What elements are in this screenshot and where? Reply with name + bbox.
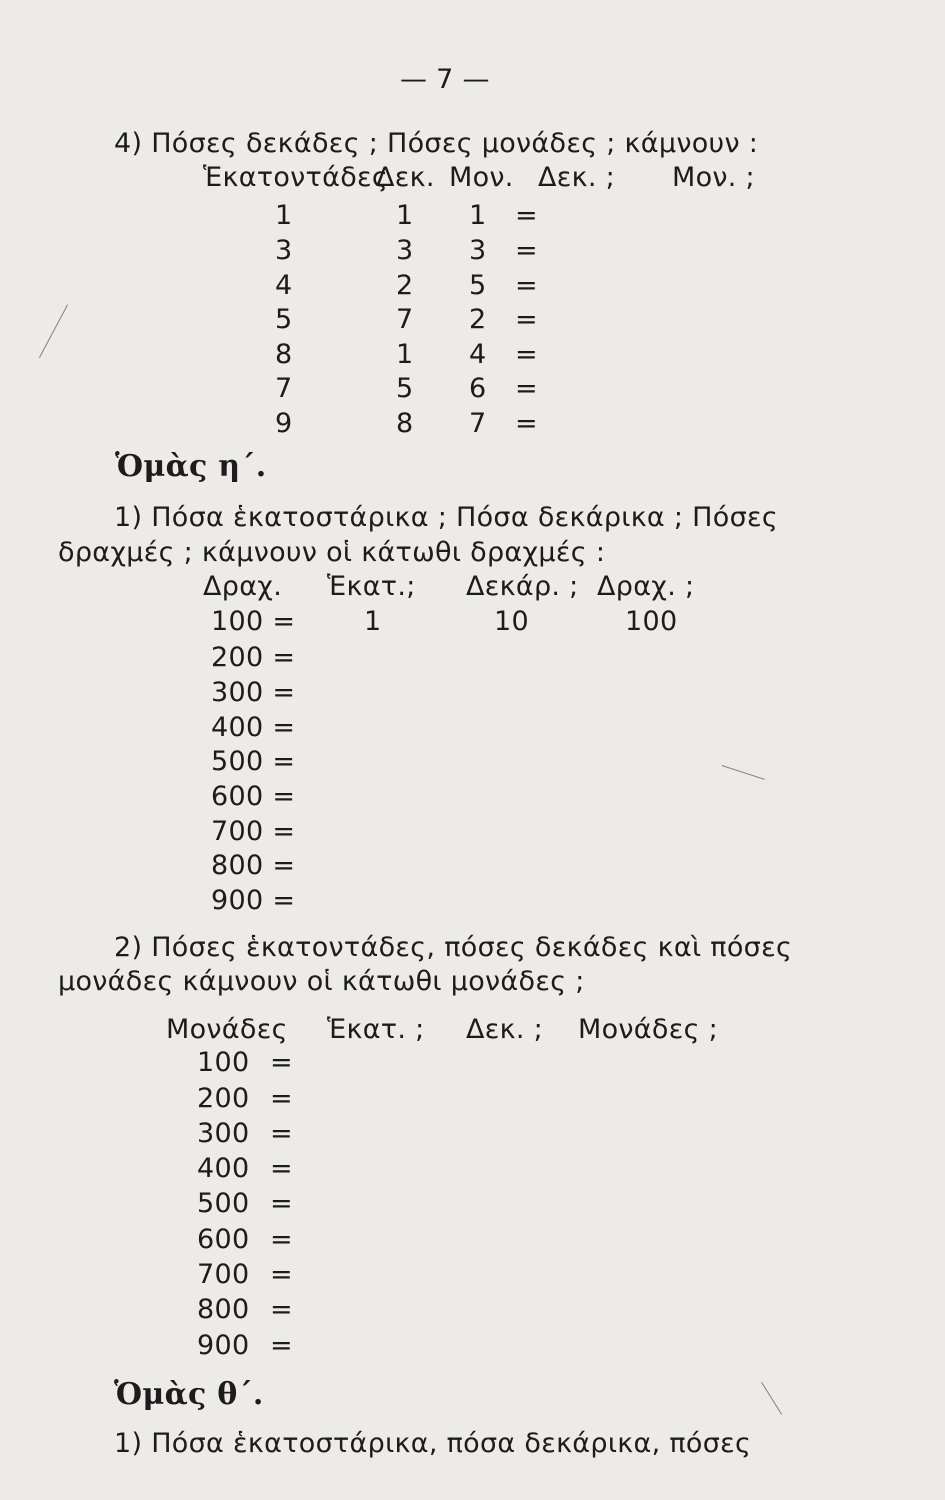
ex4-cell-equals: = [515, 408, 538, 439]
eta-ex2-value: 600 [197, 1224, 250, 1255]
eta-ex2-equals: = [270, 1330, 293, 1361]
eta-ex1-line2: δραχμές ; κάμνουν οἱ κάτωθι δραχμές : [58, 537, 606, 568]
table-row: 600 = [211, 781, 296, 812]
eta-ex1-drach: 100 [625, 606, 678, 637]
ex4-header-mon-q: Μον. ; [672, 162, 755, 193]
eta-ex1-header-drach-q: Δραχ. ; [597, 571, 695, 602]
eta-ex2-value: 200 [197, 1083, 250, 1114]
ex4-header-mon: Μον. [449, 162, 514, 193]
group-eta-heading: Ὁμὰς η΄. [115, 449, 267, 484]
eta-ex2-line1: 2) Πόσες ἑκατοντάδες, πόσες δεκάδες καὶ πόσες [114, 932, 793, 963]
ex4-cell-hundreds: 5 [275, 304, 293, 335]
eta-ex1-value: 100 = [211, 606, 296, 637]
ex4-header-ekatontades: Ἑκατοντάδες [203, 162, 389, 193]
eta-ex2-equals: = [270, 1083, 293, 1114]
eta-ex2-value: 900 [197, 1330, 250, 1361]
eta-ex1-header-dekar: Δεκάρ. ; [466, 571, 579, 602]
ex4-cell-units: 7 [469, 408, 487, 439]
eta-ex1-ekat: 1 [364, 606, 382, 637]
eta-ex2-value: 700 [197, 1259, 250, 1290]
eta-ex1-line1: 1) Πόσα ἑκατοστάρικα ; Πόσα δεκάρικα ; Πόσες [114, 502, 779, 533]
theta-ex1-line1: 1) Πόσα ἑκατοστάρικα, πόσα δεκάρικα, πόσες [114, 1428, 752, 1459]
eta-ex2-equals: = [270, 1294, 293, 1325]
ex4-cell-equals: = [515, 235, 538, 266]
eta-ex2-header-dek: Δεκ. ; [466, 1014, 544, 1045]
scan-mark [761, 1382, 782, 1415]
ex4-header-dek: Δεκ. [376, 162, 435, 193]
eta-ex2-header-monades-q: Μονάδες ; [578, 1014, 719, 1045]
ex4-cell-tens: 5 [396, 373, 414, 404]
table-row: 800 = [211, 850, 296, 881]
ex4-cell-equals: = [515, 339, 538, 370]
table-row: 400 = [211, 712, 296, 743]
ex4-cell-hundreds: 4 [275, 270, 293, 301]
ex4-cell-hundreds: 8 [275, 339, 293, 370]
eta-ex1-header-ekat: Ἑκατ.; [327, 571, 416, 602]
ex4-cell-equals: = [515, 304, 538, 335]
ex4-cell-hundreds: 1 [275, 200, 293, 231]
ex4-cell-hundreds: 9 [275, 408, 293, 439]
ex4-cell-units: 5 [469, 270, 487, 301]
ex4-cell-units: 2 [469, 304, 487, 335]
table-row: 300 = [211, 677, 296, 708]
eta-ex2-equals: = [270, 1047, 293, 1078]
ex4-cell-units: 6 [469, 373, 487, 404]
eta-ex1-header-drach: Δραχ. [203, 571, 283, 602]
ex4-header-dek-q: Δεκ. ; [538, 162, 616, 193]
table-row: 700 = [211, 816, 296, 847]
eta-ex2-value: 300 [197, 1118, 250, 1149]
ex4-cell-units: 3 [469, 235, 487, 266]
table-row: 200 = [211, 642, 296, 673]
scan-mark [722, 765, 765, 780]
eta-ex2-line2: μονάδες κάμνουν οἱ κάτωθι μονάδες ; [58, 966, 585, 997]
ex4-cell-tens: 1 [396, 200, 414, 231]
ex4-cell-hundreds: 7 [275, 373, 293, 404]
eta-ex1-dekar: 10 [494, 606, 529, 637]
eta-ex2-header-monades: Μονάδες [166, 1014, 288, 1045]
eta-ex2-value: 100 [197, 1047, 250, 1078]
group-theta-heading: Ὁμὰς θ΄. [114, 1377, 264, 1412]
ex4-cell-tens: 3 [396, 235, 414, 266]
eta-ex2-header-ekat: Ἑκατ. ; [327, 1014, 425, 1045]
eta-ex2-value: 800 [197, 1294, 250, 1325]
eta-ex2-equals: = [270, 1224, 293, 1255]
exercise-4-question: 4) Πόσες δεκάδες ; Πόσες μονάδες ; κάμνουν : [114, 128, 759, 159]
ex4-cell-tens: 1 [396, 339, 414, 370]
ex4-cell-tens: 2 [396, 270, 414, 301]
table-row: 900 = [211, 885, 296, 916]
ex4-cell-tens: 8 [396, 408, 414, 439]
eta-ex2-equals: = [270, 1153, 293, 1184]
ex4-cell-equals: = [515, 373, 538, 404]
eta-ex2-equals: = [270, 1118, 293, 1149]
table-row: 500 = [211, 746, 296, 777]
scan-mark [39, 305, 68, 358]
ex4-cell-equals: = [515, 200, 538, 231]
ex4-cell-tens: 7 [396, 304, 414, 335]
eta-ex2-equals: = [270, 1259, 293, 1290]
ex4-cell-equals: = [515, 270, 538, 301]
eta-ex2-value: 400 [197, 1153, 250, 1184]
ex4-cell-hundreds: 3 [275, 235, 293, 266]
eta-ex2-value: 500 [197, 1188, 250, 1219]
page-number: — 7 — [400, 64, 490, 95]
eta-ex2-equals: = [270, 1188, 293, 1219]
ex4-cell-units: 4 [469, 339, 487, 370]
ex4-cell-units: 1 [469, 200, 487, 231]
